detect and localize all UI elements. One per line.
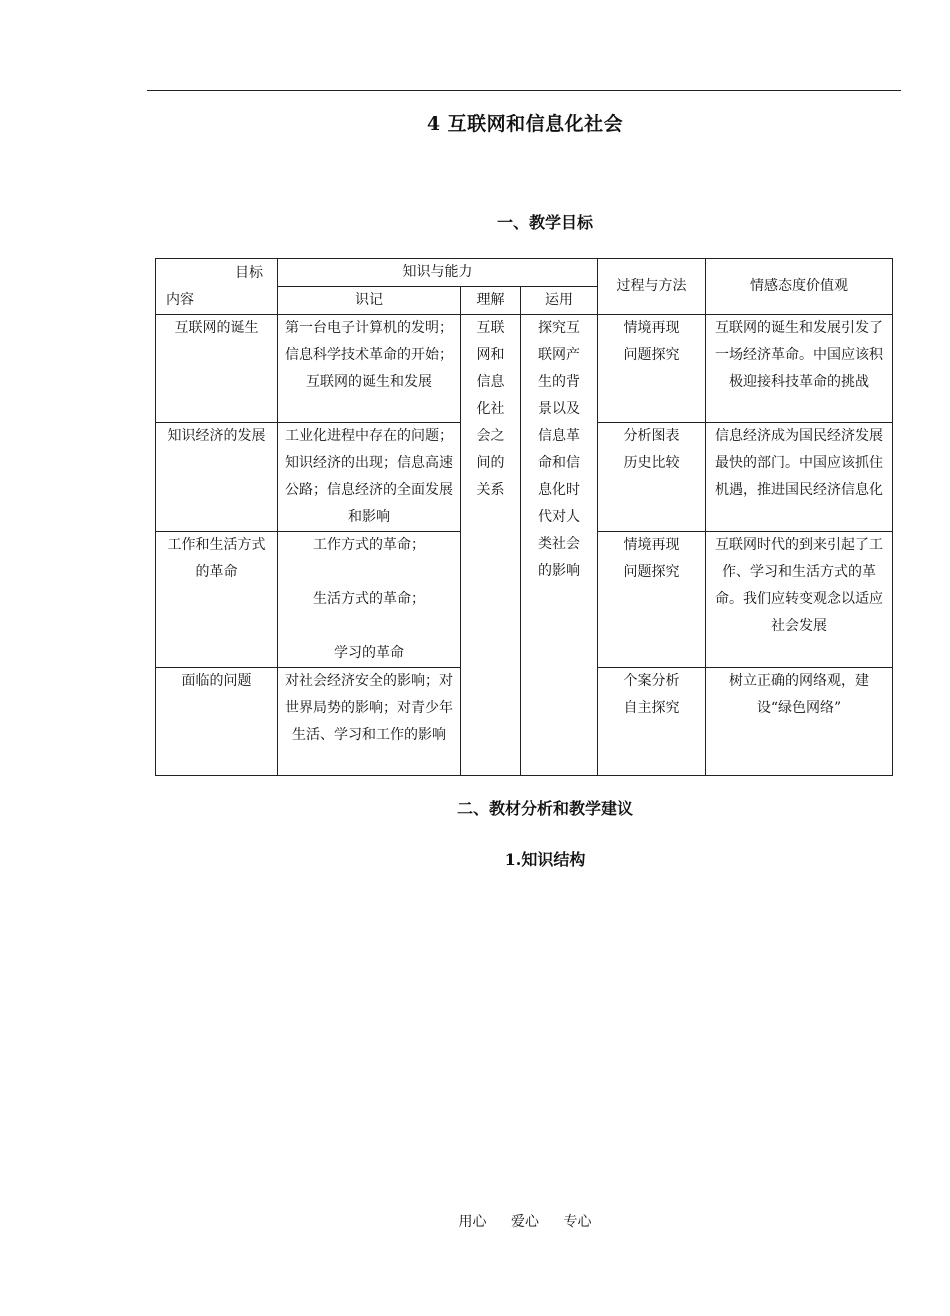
row-recognize: 工业化进程中存在的问题；知识经济的出现；信息高速公路；信息经济的全面发展和影响 xyxy=(278,423,461,532)
footer-word: 专心 xyxy=(563,1214,592,1230)
process-method-2: 自主探究 xyxy=(623,700,680,716)
process-method-1: 情境再现 xyxy=(623,537,680,553)
row-content: 知识经济的发展 xyxy=(156,423,278,532)
process-method-1: 分析图表 xyxy=(623,428,680,444)
row-process xyxy=(598,315,706,423)
row-emotion: 信息经济成为国民经济发展最快的部门。中国应该抓住机遇，推进国民经济信息化 xyxy=(706,423,893,532)
row-content: 面临的问题 xyxy=(156,668,278,776)
row-emotion: 树立正确的网络观，建设“绿色网络” xyxy=(706,668,893,776)
subsection-heading-structure: 1.知识结构 xyxy=(504,850,586,869)
header-understand: 理解 xyxy=(461,287,521,315)
header-emotion: 情感态度价值观 xyxy=(706,259,893,315)
recognize-item: 生活方式的革命； xyxy=(313,591,425,607)
header-rule xyxy=(147,90,901,91)
process-method-2: 问题探究 xyxy=(623,564,680,580)
row-recognize: 对社会经济安全的影响；对世界局势的影响；对青少年生活、学习和工作的影响 xyxy=(278,668,461,776)
table-row xyxy=(156,315,893,423)
header-knowledge: 知识与能力 xyxy=(278,259,598,287)
row-emotion: 互联网的诞生和发展引发了一场经济革命。中国应该积极迎接科技革命的挑战 xyxy=(706,315,893,423)
header-recognize: 识记 xyxy=(278,287,461,315)
objectives-table xyxy=(155,258,893,776)
row-process xyxy=(598,668,706,776)
row-content: 互联网的诞生 xyxy=(156,315,278,423)
row-content: 工作和生活方式的革命 xyxy=(156,532,278,668)
process-method-2: 历史比较 xyxy=(623,455,680,471)
process-method-2: 问题探究 xyxy=(623,347,680,363)
row-recognize xyxy=(278,532,461,668)
section-heading-objectives: 一、教学目标 xyxy=(496,213,593,232)
section-heading-analysis: 二、教材分析和教学建议 xyxy=(456,799,633,818)
recognize-item: 工作方式的革命； xyxy=(313,537,425,553)
apply-cell xyxy=(521,315,598,776)
understand-cell xyxy=(461,315,521,776)
header-apply: 运用 xyxy=(521,287,598,315)
footer-word: 用心 xyxy=(458,1214,487,1230)
corner-label-target: 目标 xyxy=(235,265,263,281)
corner-label-content: 内容 xyxy=(166,292,194,308)
page-title: 4 互联网和信息化社会 xyxy=(426,113,624,135)
row-emotion: 互联网时代的到来引起了工作、学习和生活方式的革命。我们应转变观念以适应社会发展 xyxy=(706,532,893,668)
row-process xyxy=(598,423,706,532)
apply-text: 探究互联网产生的背景以及信息革命和信息化时代对人类社会的影响 xyxy=(538,320,581,579)
row-recognize: 第一台电子计算机的发明；信息科学技术革命的开始；互联网的诞生和发展 xyxy=(278,315,461,423)
process-method-1: 个案分析 xyxy=(623,673,680,689)
recognize-item: 学习的革命 xyxy=(334,645,404,661)
process-method-1: 情境再现 xyxy=(623,320,680,336)
header-process: 过程与方法 xyxy=(598,259,706,315)
row-process xyxy=(598,532,706,668)
footer-word: 爱心 xyxy=(511,1214,539,1230)
page-footer xyxy=(0,1211,950,1231)
understand-text: 互联网和信息化社会之间的关系 xyxy=(476,320,505,498)
table-corner-cell xyxy=(156,259,278,315)
